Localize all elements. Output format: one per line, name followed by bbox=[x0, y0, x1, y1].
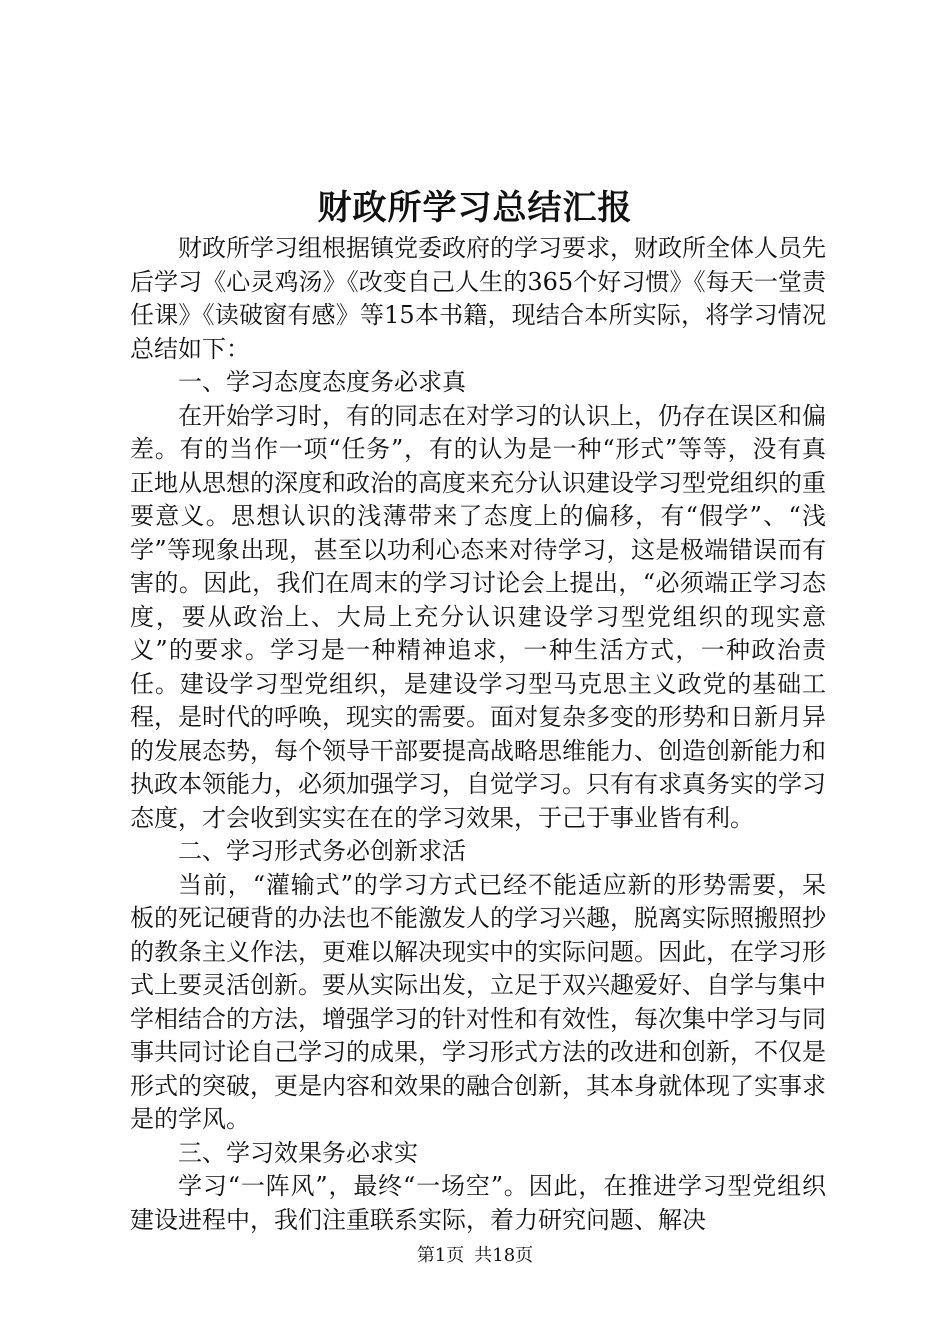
document-title: 财政所学习总结汇报 bbox=[317, 188, 633, 228]
page-total: 共18页 bbox=[474, 1245, 534, 1266]
section-heading-2: 二、学习形式务必创新求活 bbox=[178, 837, 466, 865]
intro-paragraph: 财政所学习组根据镇党委政府的学习要求，财政所全体人员先后学习《心灵鸡汤》《改变自己人生的365个好习惯》《每天一堂责任课》《读破窗有感》等15本书籍，现结合本所实际，将学习情况总结如下： bbox=[130, 234, 826, 363]
page-number: 第1页 bbox=[416, 1245, 465, 1266]
section-heading-1: 一、学习态度态度务必求真 bbox=[178, 368, 466, 396]
section-paragraph-3: 学习“一阵风”，最终“一场空”。因此，在推进学习型党组织建设进程中，我们注重联系实际，着力研究问题、解决 bbox=[130, 1172, 826, 1234]
document-body bbox=[130, 232, 826, 1237]
section-heading-3: 三、学习效果务必求实 bbox=[178, 1138, 418, 1167]
section-paragraph-1: 在开始学习时，有的同志在对学习的认识上，仍存在误区和偏差。有的当作一项“任务”，有的认为是一种“形式”等等，没有真正地从思想的深度和政治的高度来充分认识建设学习型党组织的重要意义。思想认识的浅薄带来了态度上的偏移，有“假学”、“浅学”等现象出现，甚至以功利心态来对待学习，这是极端错误而有害的。因此，我们在周末的学习讨论会上提出，“必须端正学习态度，要从政治上、大局上充分认识建设学习型党组织的现实意义”的要求。学习是一种精神追求，一种生活方式，一种政治责任。建设学习型党组织，是建设学习型马克思主义政党的基础工程，是时代的呼唤，现实的需要。面对复杂多变的形势和日新月异的发展态势，每个领导干部要提高战略思维能力、创造创新能力和执政本领能力，必须加强学习，自觉学习。只有有求真务实的学习态度，才会收到实实在在的学习效果，于己于事业皆有利。 bbox=[130, 401, 826, 832]
page-footer bbox=[0, 1244, 950, 1268]
section-paragraph-2: 当前，“灌输式”的学习方式已经不能适应新的形势需要，呆板的死记硬背的办法也不能激发人的学习兴趣，脱离实际照搬照抄的教条主义作法，更难以解决现实中的实际问题。因此，在学习形式上要灵活创新。要从实际出发，立足于双兴趣爱好、自学与集中学相结合的方法，增强学习的针对性和有效性，每次集中学习与同事共同讨论自己学习的成果，学习形式方法的改进和创新，不仅是形式的突破，更是内容和效果的融合创新，其本身就体现了实事求是的学风。 bbox=[130, 870, 826, 1133]
